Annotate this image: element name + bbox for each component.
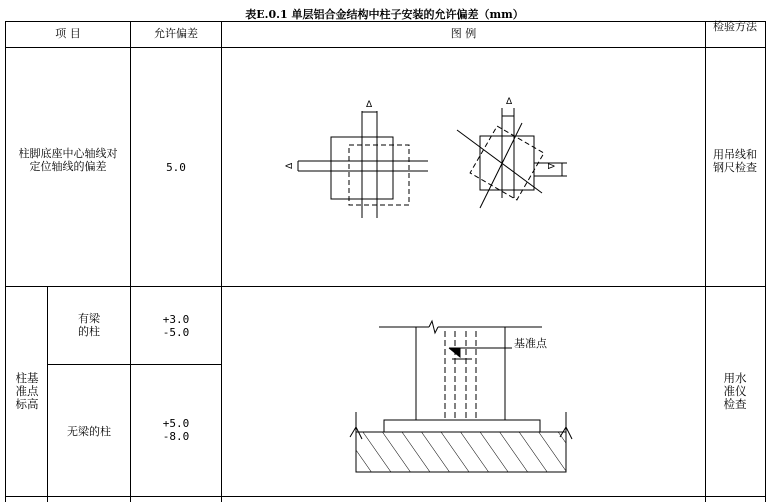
delta-label: Δ — [506, 97, 513, 107]
row1-tolerance: 5.0 — [166, 161, 186, 174]
row2-sub2-tolerance-plus: +5.0 — [162, 417, 190, 430]
row1-item: 柱脚底座中心轴线对定位轴线的偏差 — [18, 147, 118, 173]
delta-label: Δ — [285, 162, 295, 169]
delta-label: Δ — [366, 100, 373, 110]
row2-sub2-tolerance-minus: -8.0 — [162, 430, 190, 443]
header-tolerance: 允许偏差 — [154, 27, 198, 40]
row2-method: 用水准仪检查 — [723, 371, 747, 411]
row2-sub2-label: 无梁的柱 — [67, 425, 111, 438]
header-diagram: 图 例 — [450, 27, 477, 40]
column-elevation-diagram — [222, 287, 705, 502]
table-title: 表E.0.1 单层铝合金结构中柱子安装的允许偏差（mm） — [245, 8, 524, 21]
row2-sub1-label: 有梁的柱 — [78, 312, 100, 338]
row2-sub1-tolerance-minus: -5.0 — [162, 326, 190, 339]
header-item: 项 目 — [55, 27, 81, 40]
column-base-offset-diagram — [222, 48, 705, 286]
row2-group-label: 柱基准点标高 — [15, 371, 39, 411]
header-method: 检验方法 — [713, 20, 757, 33]
delta-label: Δ — [545, 163, 555, 170]
row1-method: 用吊线和钢尺检查 — [713, 148, 757, 174]
benchmark-label: 基准点 — [514, 337, 547, 350]
row2-sub1-tolerance-plus: +3.0 — [162, 313, 190, 326]
